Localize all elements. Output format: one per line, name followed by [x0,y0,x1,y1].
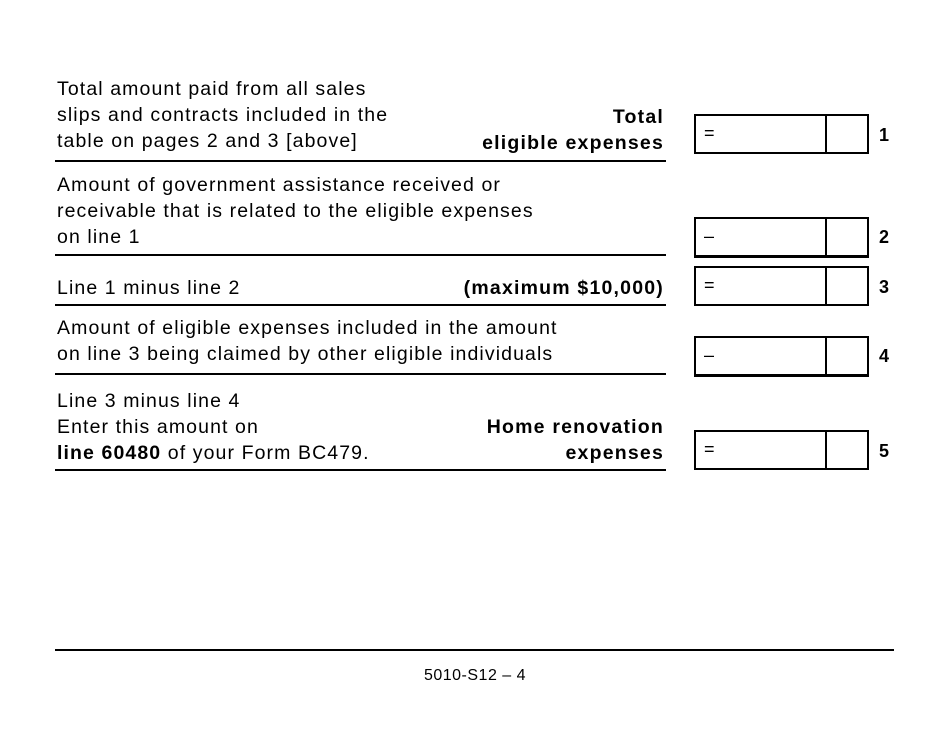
home-renovation-label: Home renovation [486,416,664,438]
minus-sign: – [704,345,715,365]
maximum-label [464,275,664,301]
line-60480-reference: line 60480 [57,442,162,464]
line-number-2: 2 [879,227,890,247]
line-1-text-1: Total amount paid from all sales [57,78,367,100]
cents-divider [825,219,827,255]
line-3-text-1: Line 1 minus line 2 [57,277,241,299]
equals-sign: = [704,275,715,295]
line-5-text-2: Enter this amount on [57,416,259,438]
line-1-rule [55,160,666,162]
footer-rule [55,649,894,651]
total-eligible-expenses-label [482,104,664,156]
eligible-expenses-label: eligible expenses [482,132,664,154]
cents-divider [825,116,827,152]
line-5-amount-field[interactable] [694,430,869,470]
line-2-text-2: receivable that is related to the eligible expenses [57,200,534,222]
line-2-rule [55,254,666,256]
home-renovation-expenses-label [487,414,664,466]
line-4-description [57,315,558,367]
line-5-description [57,388,370,466]
cents-divider [825,338,827,374]
line-2-text-3: on line 1 [57,226,141,248]
line-2-amount-field[interactable] [694,217,869,258]
line-number-3: 3 [879,277,890,297]
line-2-text-1: Amount of government assistance received or [57,174,502,196]
line-4-text-1: Amount of eligible expenses included in the amount [57,317,558,339]
line-5-text-1: Line 3 minus line 4 [57,390,241,412]
equals-sign: = [704,439,715,459]
line-5-rule [55,469,666,471]
line-1-description [57,76,388,154]
form-page-number: 5010-S12 – 4 [423,667,527,684]
line-number-5: 5 [879,441,890,461]
expenses-label: expenses [565,442,664,464]
cents-divider [825,268,827,304]
line-4-text-2: on line 3 being claimed by other eligible individuals [57,343,554,365]
cents-divider [825,432,827,468]
equals-sign: = [704,123,715,143]
line-number-4: 4 [879,346,890,366]
line-3-rule [55,304,666,306]
line-4-rule [55,373,666,375]
line-2-description [57,172,534,250]
line-5-text-3 [57,440,370,466]
line-1-text-3: table on pages 2 and 3 [above] [57,130,358,152]
line-1-text-2: slips and contracts included in the [57,104,389,126]
line-number-1: 1 [879,125,890,145]
line-1-amount-field[interactable] [694,114,869,154]
form-bc479-reference: of your Form BC479. [161,442,370,464]
line-3-amount-field[interactable] [694,266,869,306]
maximum-amount-label: (maximum $10,000) [463,277,664,299]
total-label: Total [612,106,664,128]
minus-sign: – [704,226,715,246]
line-4-amount-field[interactable] [694,336,869,377]
line-3-description [57,275,241,301]
